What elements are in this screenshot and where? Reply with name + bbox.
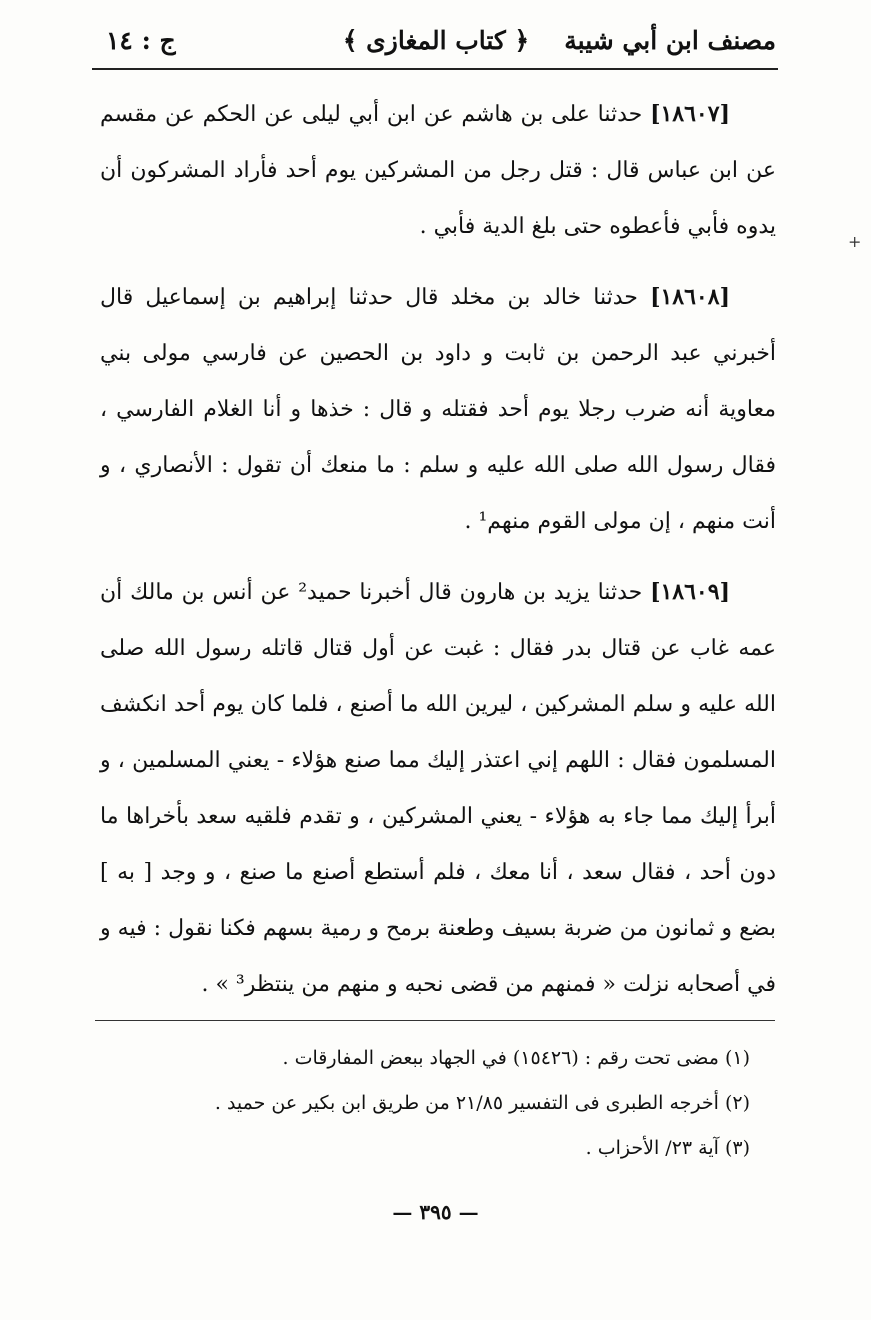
- hadith-18608: [100, 269, 776, 550]
- footnote-1: (١) مضى تحت رقم : (١٥٤٢٦) في الجهاد ببعض المفارقات .: [282, 1047, 750, 1069]
- footnote-3: (٣) آية ٢٣/ الأحزاب .: [585, 1137, 750, 1159]
- footnotes: [110, 1036, 750, 1171]
- hadith-number: [١٨٦٠٨]: [650, 284, 730, 310]
- volume-number: ج : ١٤: [106, 26, 176, 55]
- hadith-text: حدثنا يزيد بن هارون قال أخبرنا حميد² عن أنس بن مالك أن عمه غاب عن قتال بدر فقال : غبت عن أول قتال قاتله رسول الله صلى الله عليه و سلم المشركين ، ليرين الله ما أصنع ، فلما كان يوم أحد انكشف المسلمون فقال : اللهم إني اعتذر إليك مما صنع هؤلاء - يعني المسلمين ، و أبرأ إليك مما جاء به هؤلاء - يعني المشركين ، و تقدم فلقيه سعد بأخراها ما دون أحد ، فقال سعد ، أنا معك ، فلم أستطع أصنع ما صنع ، و وجد [ به ] بضع و ثمانون من ضربة بسيف وطعنة برمح و رمية بسهم فكنا نقول : فيه و في أصحابه نزلت « فمنهم من قضى نحبه و منهم من ينتظر³ » .: [100, 580, 776, 997]
- page-number: — ٣٩٥ —: [392, 1200, 479, 1224]
- hadith-text: حدثنا خالد بن مخلد قال حدثنا إبراهيم بن إسماعيل قال أخبرني عبد الرحمن بن ثابت و داود بن الحصين عن فارسي مولى بني معاوية أنه ضرب رجلا يوم أحد فقتله و قال : خذها و أنا الغلام الفارسي ، فقال رسول الله صلى الله عليه و سلم : ما منعك أن تقول : الأنصاري ، و أنت منهم ، إن مولى القوم منهم¹ .: [100, 285, 776, 534]
- hadith-text: حدثنا على بن هاشم عن ابن أبي ليلى عن الحكم عن مقسم عن ابن عباس قال : قتل رجل من المشركين يوم أحد فأراد المشركون أن يدوه فأبي فأعطوه حتى بلغ الدية فأبي .: [100, 102, 776, 239]
- hadith-number: [١٨٦٠٩]: [650, 579, 730, 605]
- hadith-18609: [100, 564, 776, 1013]
- footnote-2: (٢) أخرجه الطبرى فى التفسير ٢١/٨٥ من طريق ابن بكير عن حميد .: [214, 1092, 750, 1114]
- main-text: [100, 86, 776, 1027]
- book-title: مصنف ابن أبي شيبة: [564, 26, 776, 55]
- hadith-number: [١٨٦٠٧]: [650, 101, 730, 127]
- hadith-18607: [100, 86, 776, 255]
- chapter-title: ﴿ كتاب المغازى ﴾: [342, 26, 530, 55]
- margin-mark: +: [848, 232, 862, 251]
- page-header: [96, 18, 776, 68]
- header-divider: [92, 68, 778, 70]
- footnote-divider: [95, 1020, 775, 1021]
